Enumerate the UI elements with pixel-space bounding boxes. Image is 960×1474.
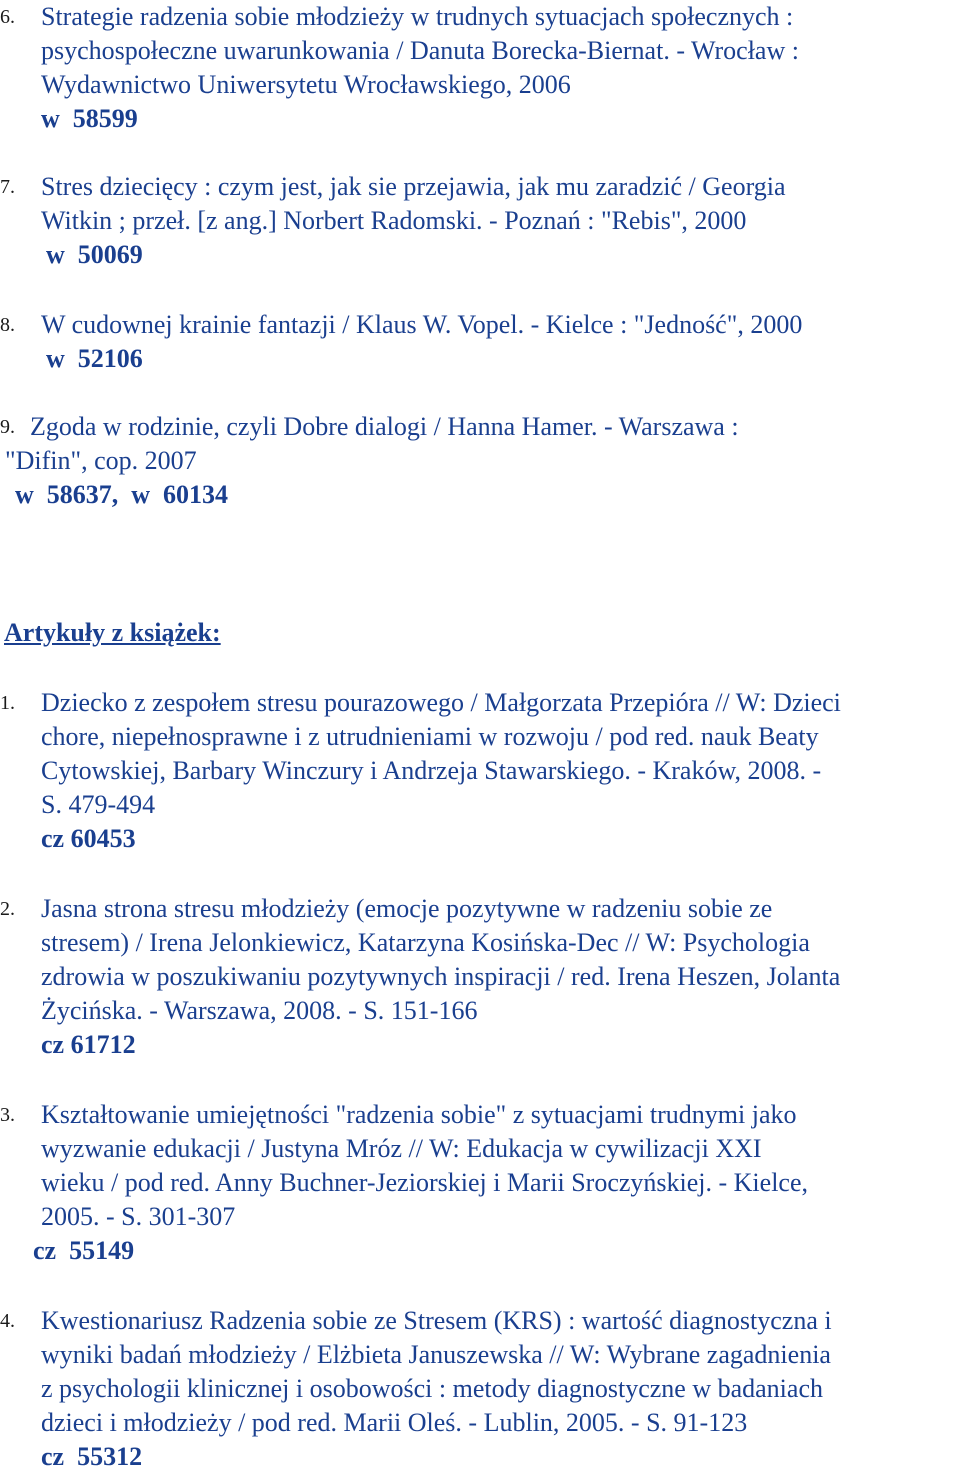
entry-line: psychospołeczne uwarunkowania / Danuta Borecka-Biernat. - Wrocław : [41, 36, 799, 65]
entry-text [41, 0, 960, 136]
entry-text [41, 170, 960, 272]
entry-line: Kwestionariusz Radzenia sobie ze Stresem (KRS) : wartość diagnostyczna i [41, 1306, 832, 1335]
entry-line: Dziecko z zespołem stresu pourazowego / Małgorzata Przepióra // W: Dzieci [41, 688, 841, 717]
entry-text [41, 686, 960, 856]
entry-line: Stres dziecięcy : czym jest, jak sie przejawia, jak mu zaradzić / Georgia [41, 172, 786, 201]
entry-number: 8. [0, 314, 15, 336]
entry-line: Kształtowanie umiejętności "radzenia sobie" z sytuacjami trudnymi jako [41, 1100, 797, 1129]
entry-number: 7. [0, 176, 15, 198]
entry-line: W cudownej krainie fantazji / Klaus W. Vopel. - Kielce : "Jedność", 2000 [41, 310, 803, 339]
entry-number: 1. [0, 692, 15, 714]
entry-text [33, 1098, 960, 1268]
call-number: cz 55312 [41, 1442, 143, 1471]
entry-number: 2. [0, 898, 15, 920]
entry-line: Zgoda w rodzinie, czyli Dobre dialogi / Hanna Hamer. - Warszawa : [30, 412, 739, 441]
entry-number: 9. [0, 416, 15, 438]
entry-line: Jasna strona stresu młodzieży (emocje pozytywne w radzeniu sobie ze [41, 894, 773, 923]
entry-line: wyniki badań młodzieży / Elżbieta Januszewska // W: Wybrane zagadnienia [41, 1340, 831, 1369]
entry-number: 4. [0, 1310, 15, 1332]
entry-text [41, 892, 960, 1062]
entry-line: wyzwanie edukacji / Justyna Mróz // W: Edukacja w cywilizacji XXI [41, 1134, 762, 1163]
entry-line: S. 479-494 [41, 790, 156, 819]
entry-line: Wydawnictwo Uniwersytetu Wrocławskiego, 2006 [41, 70, 571, 99]
entry-text [41, 1304, 960, 1474]
entry-line: Strategie radzenia sobie młodzieży w trudnych sytuacjach społecznych : [41, 2, 794, 31]
entry-number: 3. [0, 1104, 15, 1126]
call-number: cz 55149 [33, 1236, 135, 1265]
entry-number: 6. [0, 6, 15, 28]
call-number: w 58637, w 60134 [15, 480, 229, 509]
entry-line: wieku / pod red. Anny Buchner-Jeziorskiej i Marii Sroczyńskiej. - Kielce, [41, 1168, 808, 1197]
call-number: cz 61712 [41, 1030, 136, 1059]
entry-line: Cytowskiej, Barbary Winczury i Andrzeja Stawarskiego. - Kraków, 2008. - [41, 756, 822, 785]
entry-line: Życińska. - Warszawa, 2008. - S. 151-166 [41, 996, 478, 1025]
call-number: w 50069 [46, 240, 143, 269]
entry-text [5, 410, 949, 512]
entry-line: Witkin ; przeł. [z ang.] Norbert Radomski. - Poznań : "Rebis", 2000 [41, 206, 747, 235]
call-number: cz 60453 [41, 824, 136, 853]
entry-line: zdrowia w poszukiwaniu pozytywnych inspiracji / red. Irena Heszen, Jolanta [41, 962, 841, 991]
entry-line: dzieci i młodzieży / pod red. Marii Oleś. - Lublin, 2005. - S. 91-123 [41, 1408, 748, 1437]
entry-line: stresem) / Irena Jelonkiewicz, Katarzyna Kosińska-Dec // W: Psychologia [41, 928, 810, 957]
call-number: w 58599 [41, 104, 138, 133]
entry-line: chore, niepełnosprawne i z utrudnieniami w rozwoju / pod red. nauk Beaty [41, 722, 819, 751]
call-number: w 52106 [46, 344, 143, 373]
section-heading-articles: Artykuły z książek: [4, 618, 221, 647]
entry-line: "Difin", cop. 2007 [5, 446, 197, 475]
entry-text [41, 308, 960, 376]
entry-line: z psychologii klinicznej i osobowości : metody diagnostyczne w badaniach [41, 1374, 823, 1403]
entry-line: 2005. - S. 301-307 [41, 1202, 236, 1231]
